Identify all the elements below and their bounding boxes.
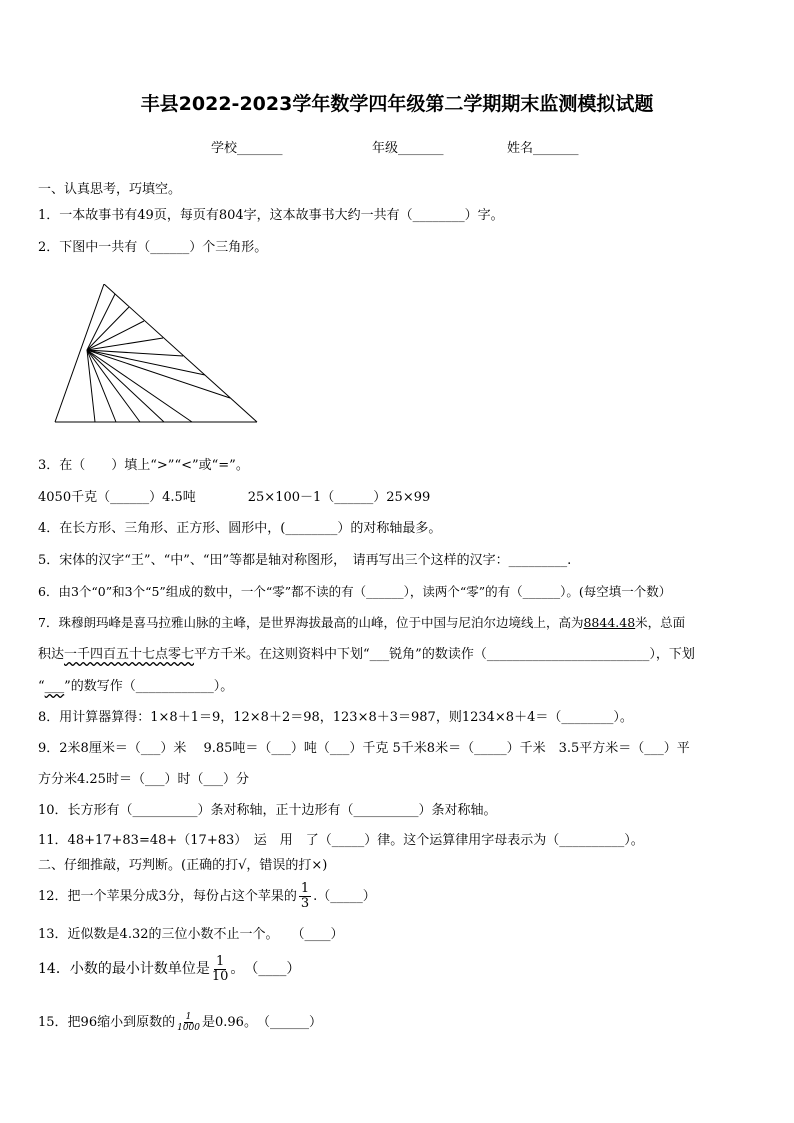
- question-6: 6．由3个“0”和3个“5”组成的数中，一个“零”都不读的有（______），读两个“零”的有（______）。(每空填一个数）: [38, 584, 672, 599]
- school-field[interactable]: 学校_______: [211, 141, 283, 156]
- question-5: 5．宋体的汉字“王”、“中”、“田”等都是轴对称图形， 请再写出三个这样的汉字：_________.: [38, 553, 572, 568]
- question-9-line-1: 9．2米8厘米＝（___）米 9.85吨＝（___）吨（___）千克 5千米8米＝（_____）千米 3.5平方米＝（___）平: [38, 741, 690, 756]
- question-2: 2．下图中一共有（______）个三角形。: [38, 240, 268, 255]
- question-14-answer: 。 （____）: [230, 961, 301, 977]
- question-7-area: 一千四百五十七点零七: [64, 647, 195, 662]
- page-title: 丰县2022-2023学年数学四年级第二学期期末监测模拟试题: [140, 93, 654, 115]
- question-4: 4．在长方形、三角形、正方形、圆形中，(________）的对称轴最多。: [38, 521, 442, 536]
- question-7-text: 7．珠穆朗玛峰是喜马拉雅山脉的主峰，是世界海拔最高的山峰，位于中国与尼泊尔边境线上，高为: [38, 615, 584, 630]
- question-13: 13．近似数是4.32的三位小数不止一个。 （____）: [38, 927, 344, 942]
- question-12-answer: .（_____）: [313, 889, 376, 904]
- fraction-one-third: [299, 882, 311, 911]
- grade-field[interactable]: 年级_______: [372, 141, 444, 156]
- question-7-line-2: [38, 647, 695, 663]
- question-10: 10．长方形有（__________）条对称轴，正十边形有（__________）条对称轴。: [38, 803, 497, 818]
- question-1: 1．一本故事书有49页，每页有804字，这本故事书大约一共有（________）字。: [38, 208, 504, 223]
- fraction-one-thousandth: [177, 1012, 200, 1033]
- fraction-one-tenth: [212, 955, 229, 984]
- question-9-line-2: 方分米4.25时＝（___）时（___）分: [38, 772, 249, 787]
- fraction-numerator: 1: [185, 1012, 192, 1022]
- question-7-line-1: [38, 615, 685, 631]
- question-12-text: 12．把一个苹果分成3分，每份占这个苹果的: [38, 889, 297, 904]
- question-8: 8．用计算器算得：1×8＋1＝9，12×8＋2＝98，123×8＋3＝987，则1234×8＋4＝（________）。: [38, 710, 633, 725]
- question-14-text: 14．小数的最小计数单位是: [38, 961, 210, 977]
- question-11: 11．48+17+83=48+（17+83） 运 用 了（_____）律。这个运算律用字母表示为（__________）。: [38, 833, 644, 848]
- question-7-text: 平方千米。在这则资料中下划“___锐角”的数读作（_________________________），下划: [194, 647, 695, 662]
- section-heading-2: 二、仔细推敲，巧判断。(正确的打√，错误的打×): [38, 858, 328, 873]
- question-15-text: 15．把96缩小到原数的: [38, 1015, 176, 1030]
- fraction-denominator: 10: [211, 968, 229, 984]
- question-7-text: ”的数写作（____________）。: [64, 679, 234, 694]
- question-7-line-3: [38, 679, 233, 695]
- question-14: [38, 952, 300, 986]
- section-heading-1: 一、认真思考，巧填空。: [38, 182, 182, 197]
- triangle-figure: [52, 284, 262, 426]
- fraction-numerator: 1: [215, 953, 225, 969]
- name-field[interactable]: 姓名_______: [507, 141, 579, 156]
- question-7-text: 积达: [38, 647, 65, 662]
- fraction-denominator: 1000: [177, 1023, 200, 1033]
- question-7-wavy-mark: ___: [44, 679, 65, 694]
- question-7-text: “: [38, 679, 45, 694]
- question-15-answer: 是0.96。 （______）: [202, 1015, 322, 1030]
- question-3-items: 4050千克（______）4.5吨 25×100－1（______）25×99: [38, 490, 431, 505]
- question-7-text: 米，总面: [635, 615, 686, 630]
- fraction-denominator: 3: [300, 896, 310, 911]
- fraction-numerator: 1: [300, 881, 310, 896]
- question-7-height: 8844.48: [583, 615, 636, 630]
- question-15: [38, 1009, 322, 1037]
- question-12: [38, 880, 376, 914]
- question-3: 3．在（ ）填上“>”“<”或“=”。: [38, 458, 249, 473]
